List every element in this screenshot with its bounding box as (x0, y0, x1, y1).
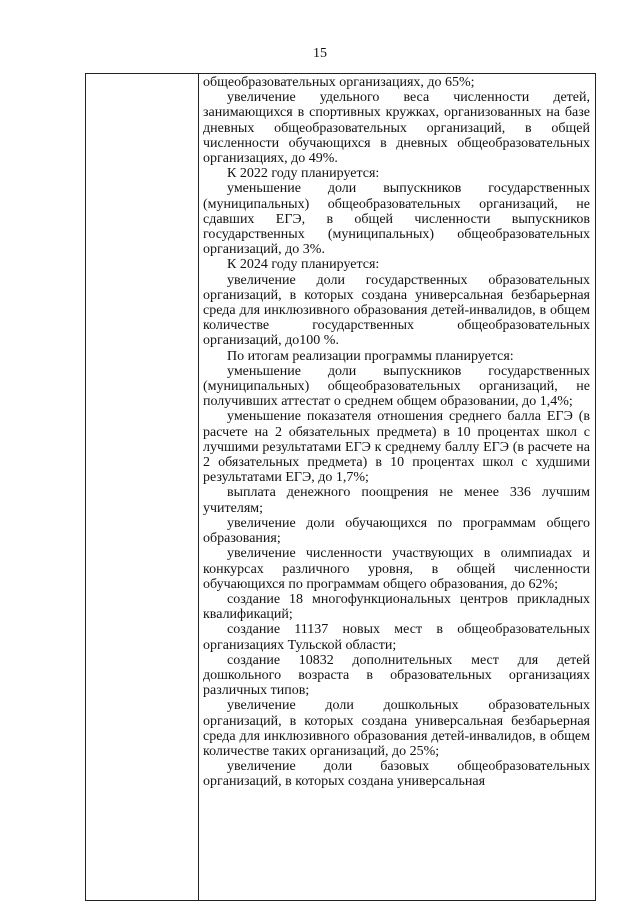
paragraph: К 2022 году планируется: (227, 166, 380, 182)
paragraph: увеличение доли дошкольных образовательных организаций, в которых создана универсальная безбарьерная среда для инклюзивного образования детей-инвалидов, в общем количестве таких организаций, до 25%; (203, 698, 590, 759)
paragraph: уменьшение доли выпускников государственных (муниципальных) общеобразовательных организаций, не получивших аттестат о среднем общем образовании, до 1,4%; (203, 363, 590, 410)
paragraph: создание 18 многофункциональных центров прикладных квалификаций; (203, 591, 590, 623)
paragraph: уменьшение доли выпускников государственных (муниципальных) общеобразовательных организаций, не сдавших ЕГЭ, в общей численности выпускников государственных (муниципальных) общеобразовательных организаций, до 3%. (203, 181, 590, 258)
paragraph: создание 11137 новых мест в общеобразовательных организациях Тульской области; (203, 622, 590, 653)
paragraph: увеличение численности участвующих в олимпиадах и конкурсах различного уровня, в общей численности обучающихся по программам общего образования, до 62%; (203, 546, 590, 592)
paragraph: общеобразовательных организациях, до 65%; (203, 75, 475, 90)
paragraph: уменьшение показателя отношения среднего балла ЕГЭ (в расчете на 2 обязательных предмета) в 10 процентах школ с лучшими результатами ЕГЭ к среднему баллу ЕГЭ (в расчете на 2 обязательных предмета) в 10 процентах школ с худшими результатами ЕГЭ, до 1,7%; (203, 409, 590, 486)
document-table (85, 73, 596, 901)
paragraph: увеличение доли обучающихся по программам общего образования; (203, 515, 590, 547)
paragraph: По итогам реализации программы планируется: (227, 348, 514, 364)
paragraph: выплата денежного поощрения не менее 336 лучшим учителям; (203, 485, 590, 516)
table-right-column (199, 74, 595, 900)
paragraph: увеличение доли базовых общеобразовательных организаций, в которых создана универсальная (203, 759, 590, 790)
table-left-column (86, 74, 199, 900)
paragraph: увеличение удельного веса численности детей, занимающихся в спортивных кружках, организованных на базе дневных общеобразовательных организаций, в общей численности обучающихся в дневных общеобразовательных организациях, до 49%. (203, 90, 590, 167)
paragraph: создание 10832 дополнительных мест для детей дошкольного возраста в образовательных организациях различных типов; (203, 652, 590, 699)
paragraph: увеличение доли государственных образовательных организаций, в которых создана универсальная безбарьерная среда для инклюзивного образования детей-инвалидов, в общем количестве государственных общеобразовательных организаций, до100 %. (203, 272, 590, 349)
paragraph: К 2024 году планируется: (227, 257, 380, 273)
page-number: 15 (313, 46, 327, 61)
